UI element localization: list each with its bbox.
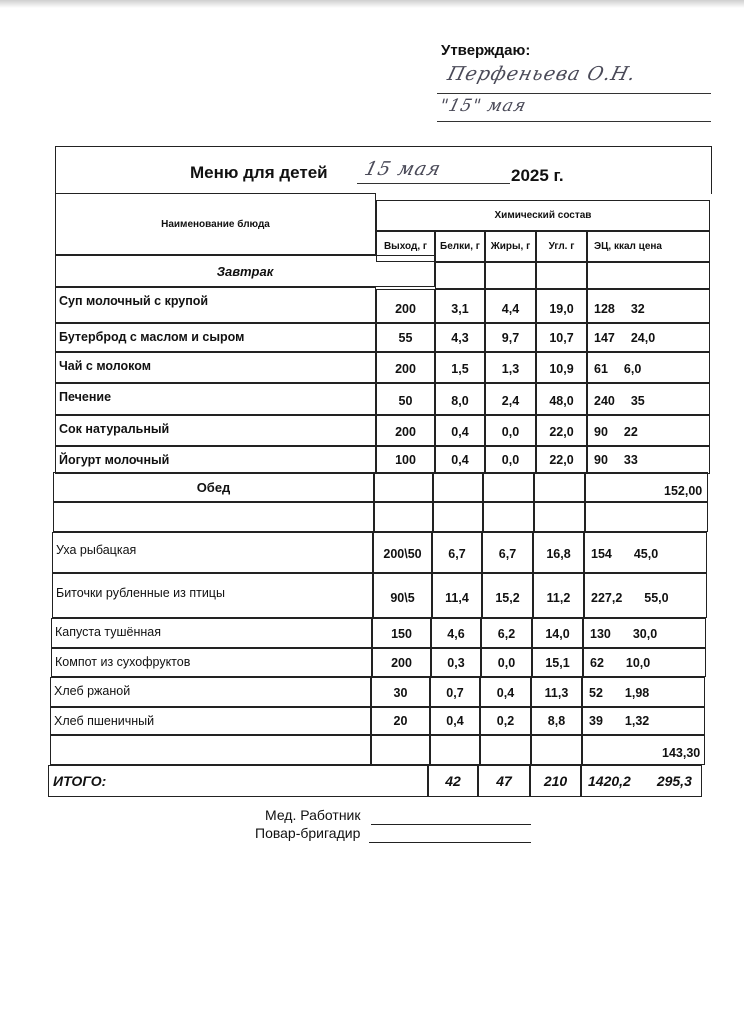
menu-title: Меню для детей xyxy=(190,163,328,182)
dish-fat: 15,2 xyxy=(482,573,533,618)
lunch-sum: 143,30 xyxy=(662,746,701,760)
dish-energy-price xyxy=(583,618,706,648)
header-dish: Наименование блюда xyxy=(55,193,376,255)
total-label-cell xyxy=(48,765,428,797)
empty-cell xyxy=(374,472,433,502)
total-price: 295,3 xyxy=(656,773,692,789)
dish-energy-price xyxy=(582,707,705,735)
dish-fat: 0,0 xyxy=(481,648,532,677)
section-breakfast-label: Завтрак xyxy=(216,263,274,279)
dish-price: 30,0 xyxy=(632,627,658,641)
empty-cell xyxy=(534,472,585,502)
dish-fat: 0,2 xyxy=(480,707,531,735)
header-energy-price: ЭЦ, ккал цена xyxy=(587,231,710,262)
dish-price: 22 xyxy=(623,425,638,439)
empty-cell xyxy=(485,262,536,289)
dish-protein: 1,5 xyxy=(435,352,485,383)
dish-energy-price xyxy=(587,289,710,323)
empty-cell xyxy=(531,735,582,765)
dish-kcal: 39 xyxy=(589,714,603,728)
dish-kcal: 240 xyxy=(594,394,615,408)
dish-kcal: 61 xyxy=(594,362,608,376)
dish-yield: 200 xyxy=(376,415,435,446)
dish-name: Бутерброд с маслом и сыром xyxy=(55,323,376,352)
dish-carb: 11,2 xyxy=(533,573,584,618)
dish-price: 33 xyxy=(623,453,638,467)
dish-kcal: 147 xyxy=(594,331,615,345)
dish-price: 45,0 xyxy=(633,547,659,561)
dish-protein: 11,4 xyxy=(432,573,482,618)
dish-yield: 200 xyxy=(376,352,435,383)
total-label: ИТОГО: xyxy=(53,773,107,789)
empty-cell xyxy=(587,262,710,289)
dish-kcal: 90 xyxy=(594,425,608,439)
dish-energy-price xyxy=(582,677,705,707)
dish-carb: 15,1 xyxy=(532,648,583,677)
dish-kcal: 52 xyxy=(589,686,603,700)
dish-energy-price xyxy=(584,573,707,618)
dish-name: Биточки рубленные из птицы xyxy=(52,573,373,618)
dish-energy-price xyxy=(587,323,710,352)
dish-carb: 10,7 xyxy=(536,323,587,352)
dish-yield: 30 xyxy=(371,677,430,707)
empty-cell xyxy=(433,472,483,502)
empty-cell xyxy=(534,502,585,532)
signature-line xyxy=(437,93,711,94)
dish-yield: 200\50 xyxy=(373,532,432,573)
empty-cell xyxy=(483,502,534,532)
empty-cell xyxy=(50,735,371,765)
dish-price: 35 xyxy=(630,394,645,408)
dish-name: Суп молочный с крупой xyxy=(55,287,376,323)
empty-cell xyxy=(433,502,483,532)
dish-yield: 200 xyxy=(376,289,435,323)
section-lunch xyxy=(53,472,374,502)
dish-carb: 19,0 xyxy=(536,289,587,323)
approval-date: "15" мая xyxy=(437,96,529,116)
dish-energy-price xyxy=(587,446,710,474)
dish-carb: 48,0 xyxy=(536,383,587,415)
dish-yield: 200 xyxy=(372,648,431,677)
dish-fat: 0,0 xyxy=(485,415,536,446)
dish-energy-price xyxy=(587,415,710,446)
header-fat: Жиры, г xyxy=(485,231,536,262)
dish-protein: 6,7 xyxy=(432,532,482,573)
dish-protein: 3,1 xyxy=(435,289,485,323)
dish-yield: 150 xyxy=(372,618,431,648)
dish-carb: 10,9 xyxy=(536,352,587,383)
approval-signature: Перфеньева О.Н. xyxy=(445,63,639,85)
date-line xyxy=(437,121,711,122)
empty-cell xyxy=(374,502,433,532)
chef-signature-line xyxy=(369,842,531,843)
dish-price: 10,0 xyxy=(625,656,651,670)
dish-kcal: 227,2 xyxy=(591,591,623,605)
dish-yield: 20 xyxy=(371,707,430,735)
dish-name: Хлеб пшеничный xyxy=(50,707,371,735)
section-breakfast xyxy=(55,255,435,287)
dish-price: 32 xyxy=(630,302,645,316)
empty-cell xyxy=(430,735,480,765)
dish-yield: 55 xyxy=(376,323,435,352)
medic-label: Мед. Работник xyxy=(265,807,361,823)
scan-edge-shadow xyxy=(0,0,744,8)
medic-signature-line xyxy=(371,824,531,825)
dish-kcal: 62 xyxy=(590,656,604,670)
dish-protein: 0,3 xyxy=(431,648,481,677)
dish-carb: 14,0 xyxy=(532,618,583,648)
dish-price: 1,32 xyxy=(624,714,650,728)
dish-fat: 0,4 xyxy=(480,677,531,707)
approval-label: Утверждаю: xyxy=(441,42,531,59)
empty-cell xyxy=(585,502,708,532)
menu-year: 2025 г. xyxy=(511,166,564,185)
empty-cell xyxy=(371,735,430,765)
chef-label: Повар-бригадир xyxy=(255,825,361,841)
dish-kcal: 130 xyxy=(590,627,611,641)
dish-kcal: 90 xyxy=(594,453,608,467)
dish-price: 55,0 xyxy=(644,591,669,605)
dish-name: Уха рыбацкая xyxy=(52,532,373,573)
empty-cell xyxy=(483,472,534,502)
dish-yield: 90\5 xyxy=(373,573,432,618)
dish-carb: 22,0 xyxy=(536,415,587,446)
menu-date-handwritten: 15 мая xyxy=(362,158,444,180)
dish-name: Сок натуральный xyxy=(55,415,376,446)
total-protein: 42 xyxy=(428,765,478,797)
dish-price: 1,98 xyxy=(624,686,650,700)
header-chem: Химический состав xyxy=(376,200,710,231)
dish-energy-price xyxy=(583,648,706,677)
dish-energy-price xyxy=(584,532,707,573)
dish-fat: 9,7 xyxy=(485,323,536,352)
dish-energy-price xyxy=(587,352,710,383)
section-lunch-label: Обед xyxy=(196,480,231,495)
header-yield: Выход, г xyxy=(376,231,435,262)
dish-carb: 22,0 xyxy=(536,446,587,474)
dish-name: Йогурт молочный xyxy=(55,446,376,474)
dish-name: Капуста тушённая xyxy=(51,618,372,648)
dish-name: Печение xyxy=(55,383,376,415)
dish-name: Хлеб ржаной xyxy=(50,677,371,707)
dish-kcal: 154 xyxy=(591,547,612,561)
dish-fat: 1,3 xyxy=(485,352,536,383)
dish-name: Компот из сухофруктов xyxy=(51,648,372,677)
total-kcal: 1420,2 xyxy=(588,773,631,789)
header-protein: Белки, г xyxy=(435,231,485,262)
dish-price: 6,0 xyxy=(623,362,642,376)
dish-fat: 2,4 xyxy=(485,383,536,415)
dish-name: Чай с молоком xyxy=(55,352,376,383)
empty-cell xyxy=(53,502,374,532)
empty-cell xyxy=(536,262,587,289)
dish-fat: 4,4 xyxy=(485,289,536,323)
dish-fat: 6,7 xyxy=(482,532,533,573)
dish-protein: 4,6 xyxy=(431,618,481,648)
breakfast-sum: 152,00 xyxy=(664,484,703,498)
dish-fat: 6,2 xyxy=(481,618,532,648)
dish-carb: 8,8 xyxy=(531,707,582,735)
dish-protein: 4,3 xyxy=(435,323,485,352)
dish-protein: 0,4 xyxy=(430,707,480,735)
dish-energy-price xyxy=(587,383,710,415)
dish-yield: 100 xyxy=(376,446,435,474)
total-fat: 47 xyxy=(478,765,530,797)
dish-protein: 0,4 xyxy=(435,415,485,446)
total-carb: 210 xyxy=(530,765,581,797)
dish-price: 24,0 xyxy=(630,331,656,345)
total-energy-price xyxy=(581,765,702,797)
dish-protein: 0,4 xyxy=(435,446,485,474)
dish-protein: 0,7 xyxy=(430,677,480,707)
dish-carb: 16,8 xyxy=(533,532,584,573)
empty-cell xyxy=(435,262,485,289)
dish-yield: 50 xyxy=(376,383,435,415)
dish-kcal: 128 xyxy=(594,302,615,316)
header-carb: Угл. г xyxy=(536,231,587,262)
menu-date-line xyxy=(357,183,510,184)
empty-cell xyxy=(480,735,531,765)
dish-carb: 11,3 xyxy=(531,677,582,707)
dish-fat: 0,0 xyxy=(485,446,536,474)
dish-protein: 8,0 xyxy=(435,383,485,415)
